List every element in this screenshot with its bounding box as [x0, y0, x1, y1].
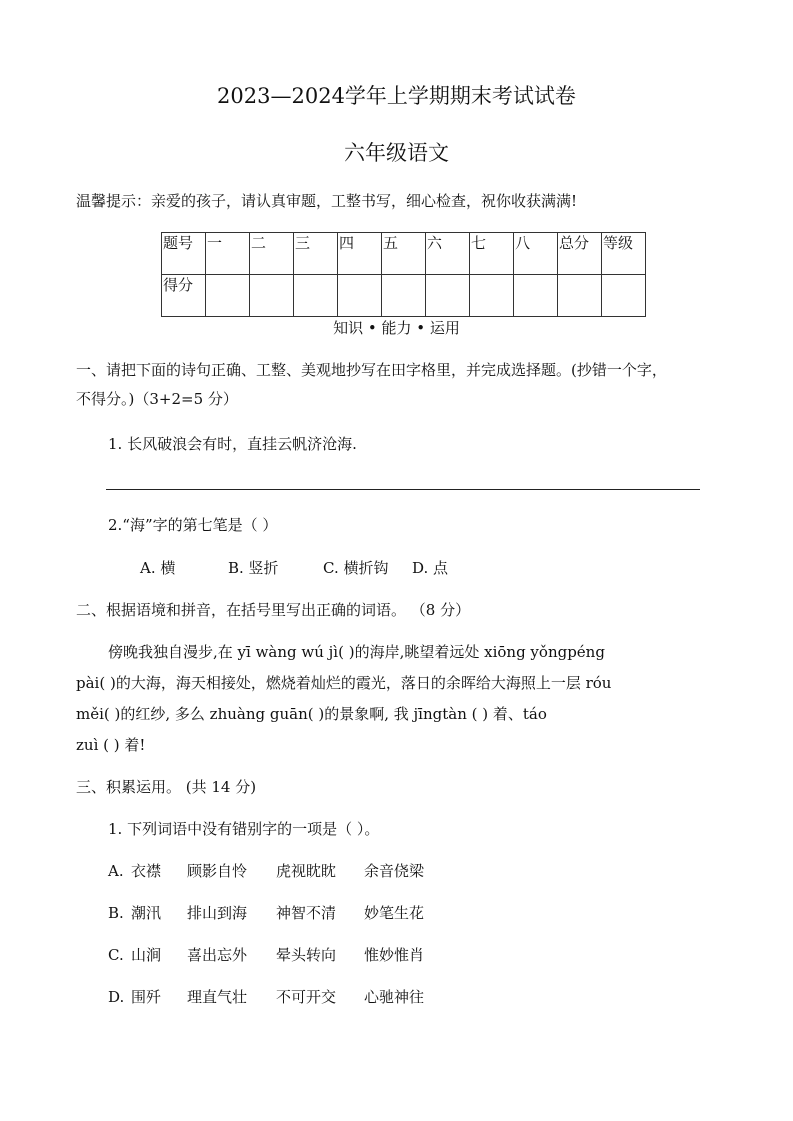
option-letter: C. — [108, 946, 124, 964]
option-word: 排山到海 — [187, 904, 248, 922]
option-word: 理直气壮 — [187, 988, 248, 1006]
option-word: 喜出忘外 — [187, 946, 248, 964]
option-b: B. 竖折 — [228, 559, 279, 577]
score-input-cell[interactable] — [250, 275, 294, 317]
score-input-cell[interactable] — [514, 275, 558, 317]
option-letter: A. — [108, 862, 124, 880]
page-subtitle: 六年级语文 — [344, 141, 449, 165]
table-cell: 等级 — [602, 233, 646, 275]
q2-line1: 傍晚我独自漫步,在 yī wàng wú jì( )的海岸,眺望着远处 xiōng yǒngpéng — [108, 643, 605, 661]
q1-heading-line2: 不得分。)（3+2=5 分） — [76, 390, 238, 408]
q2-line2: pài( )的大海，海天相接处，燃烧着灿烂的霞光，落日的余晖给大海照上一层 róu — [76, 674, 612, 692]
q2-line3: měi( )的红纱, 多么 zhuàng guān( )的景象啊, 我 jīngtàn ( ) 着、táo — [76, 705, 547, 723]
option-c: C. 横折钩 — [323, 559, 389, 577]
table-cell: 四 — [338, 233, 382, 275]
option-word: 心驰神往 — [364, 988, 425, 1006]
score-input-cell[interactable] — [382, 275, 426, 317]
option-word: 潮汛 — [131, 904, 162, 922]
score-input-cell[interactable] — [426, 275, 470, 317]
table-cell: 五 — [382, 233, 426, 275]
score-table — [161, 232, 646, 317]
option-letter: B. — [108, 904, 124, 922]
table-cell: 六 — [426, 233, 470, 275]
q1-item2: 2.“海”字的第七笔是（ ） — [108, 516, 278, 534]
table-cell: 二 — [250, 233, 294, 275]
option-word: 余音侥梁 — [364, 862, 425, 880]
table-cell: 得分 — [162, 275, 206, 317]
q1-item1: 1. 长风破浪会有时，直挂云帆济沧海. — [108, 435, 357, 453]
q1-heading-line1: 一、请把下面的诗句正确、工整、美观地抄写在田字格里，并完成选择题。(抄错一个字， — [76, 361, 667, 379]
q2-line4: zuì ( ) 着! — [76, 736, 146, 754]
page-title: 2023—2024学年上学期期末考试试卷 — [217, 84, 576, 108]
option-word: 不可开交 — [276, 988, 337, 1006]
warm-tip: 温馨提示：亲爱的孩子，请认真审题，工整书写，细心检查，祝你收获满满! — [76, 192, 578, 210]
option-word: 顾影自怜 — [187, 862, 248, 880]
table-cell: 题号 — [162, 233, 206, 275]
option-word: 晕头转向 — [276, 946, 337, 964]
table-cell: 八 — [514, 233, 558, 275]
table-cell: 一 — [206, 233, 250, 275]
option-word: 衣襟 — [131, 862, 162, 880]
option-letter: D. — [108, 988, 125, 1006]
option-word: 惟妙惟肖 — [364, 946, 425, 964]
score-input-cell[interactable] — [206, 275, 250, 317]
score-input-cell[interactable] — [602, 275, 646, 317]
option-word: 虎视眈眈 — [276, 862, 337, 880]
option-a: A. 横 — [140, 559, 176, 577]
q3-item1: 1. 下列词语中没有错别字的一项是（ ）。 — [108, 820, 380, 838]
score-input-cell[interactable] — [294, 275, 338, 317]
table-cell: 总分 — [558, 233, 602, 275]
score-table-score-row — [162, 275, 646, 317]
score-input-cell[interactable] — [558, 275, 602, 317]
q3-heading: 三、积累运用。 (共 14 分) — [76, 778, 257, 796]
section-caption: 知识 • 能力 • 运用 — [333, 319, 460, 337]
option-word: 神智不清 — [276, 904, 337, 922]
option-word: 山涧 — [131, 946, 162, 964]
table-cell: 三 — [294, 233, 338, 275]
option-word: 妙笔生花 — [364, 904, 425, 922]
table-cell: 七 — [470, 233, 514, 275]
option-word: 围歼 — [131, 988, 162, 1006]
answer-line[interactable] — [106, 489, 700, 490]
score-input-cell[interactable] — [338, 275, 382, 317]
option-d: D. 点 — [412, 559, 449, 577]
score-table-header-row — [162, 233, 646, 275]
score-input-cell[interactable] — [470, 275, 514, 317]
q2-heading: 二、根据语境和拼音，在括号里写出正确的词语。 （8 分） — [76, 601, 471, 619]
